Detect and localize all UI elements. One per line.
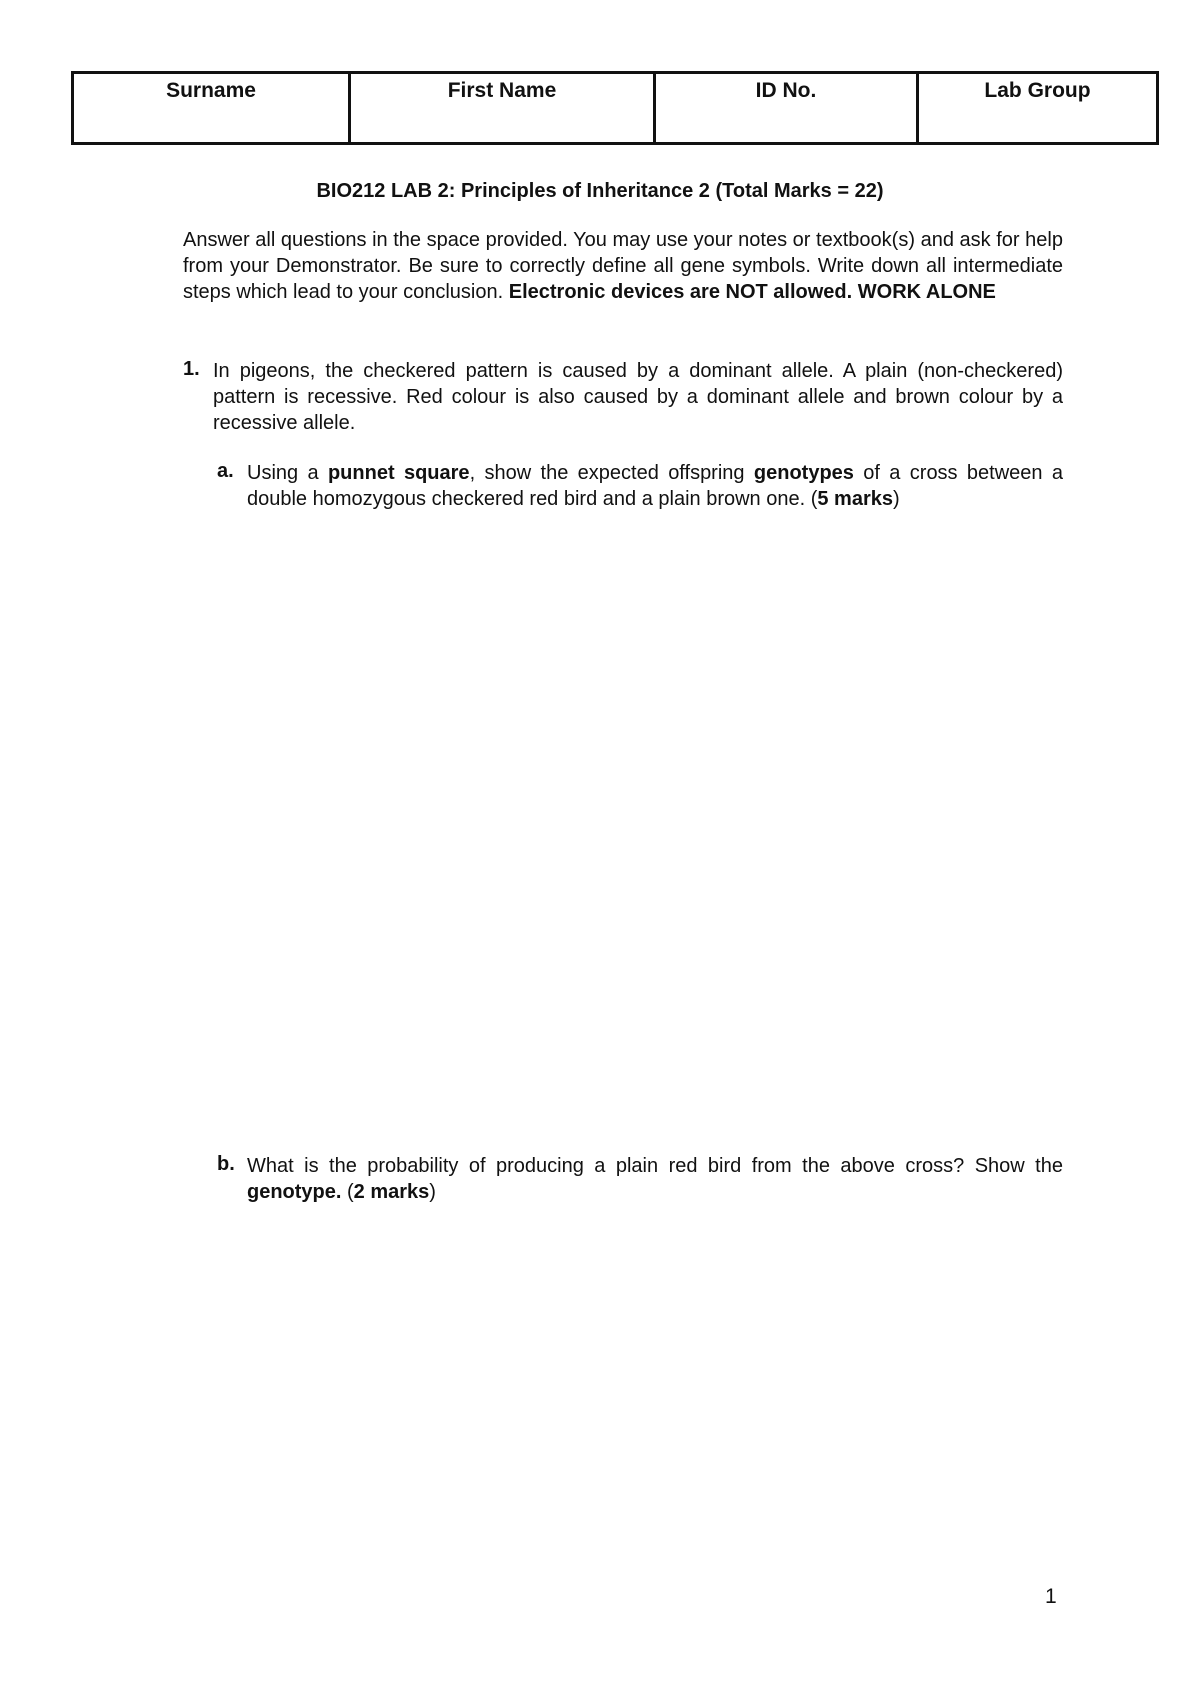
page-title: BIO212 LAB 2: Principles of Inheritance 2 (Total Marks = 22) (316, 180, 884, 202)
question-1-number: 1. (183, 358, 200, 380)
part-a-bold-3: 5 marks (817, 488, 893, 510)
part-b-text-2: ( (341, 1181, 354, 1203)
instructions-text: Answer all questions in the space provided. You may use your notes or textbook(s) and ask for help from your Demonstrator. Be sure to correctly define all gene symbols. Write down all intermediate steps which lead to your conclusion. (183, 229, 1063, 303)
part-a-text (247, 460, 1063, 512)
part-a-text-2: , show the expected offspring (469, 462, 754, 484)
id-no-field[interactable] (655, 73, 918, 144)
part-b-text-1: What is the probability of producing a plain red bird from the above cross? Show the (247, 1155, 1063, 1177)
part-a-bold-2: genotypes (753, 462, 854, 484)
question-1-text: In pigeons, the checkered pattern is caused by a dominant allele. A plain (non-checkered) pattern is recessive. Red colour is also caused by a dominant allele and brown colour by a recessive allele. (213, 360, 1063, 434)
part-a-text-4: ) (893, 488, 900, 510)
part-b-label: b. (217, 1153, 235, 1175)
first-name-label: First Name (447, 79, 557, 102)
answer-space-a[interactable] (247, 545, 1063, 1125)
part-a-text-1: Using a (247, 462, 328, 484)
answer-space-b[interactable] (247, 1215, 1063, 1555)
instructions-bold: Electronic devices are NOT allowed. WORK ALONE (508, 281, 996, 303)
page-number: 1 (1045, 1585, 1057, 1608)
part-b-text (247, 1153, 1063, 1205)
lab-group-label: Lab Group (984, 79, 1091, 102)
student-details-table (71, 71, 1159, 145)
first-name-field[interactable] (350, 73, 655, 144)
id-no-label: ID No. (755, 79, 817, 102)
part-b-bold-2: 2 marks (353, 1181, 430, 1203)
surname-field[interactable] (73, 73, 350, 144)
part-a-label: a. (217, 460, 234, 482)
surname-label: Surname (166, 79, 256, 102)
part-b-text-3: ) (429, 1181, 436, 1203)
instructions (183, 227, 1063, 305)
part-a-bold-1: punnet square (327, 462, 470, 484)
part-b-bold-1: genotype. (247, 1181, 342, 1203)
part-a-text-3: of a cross between a double homozygous checkered red bird and a plain brown one. ( (247, 462, 1064, 510)
lab-group-field[interactable] (918, 73, 1158, 144)
